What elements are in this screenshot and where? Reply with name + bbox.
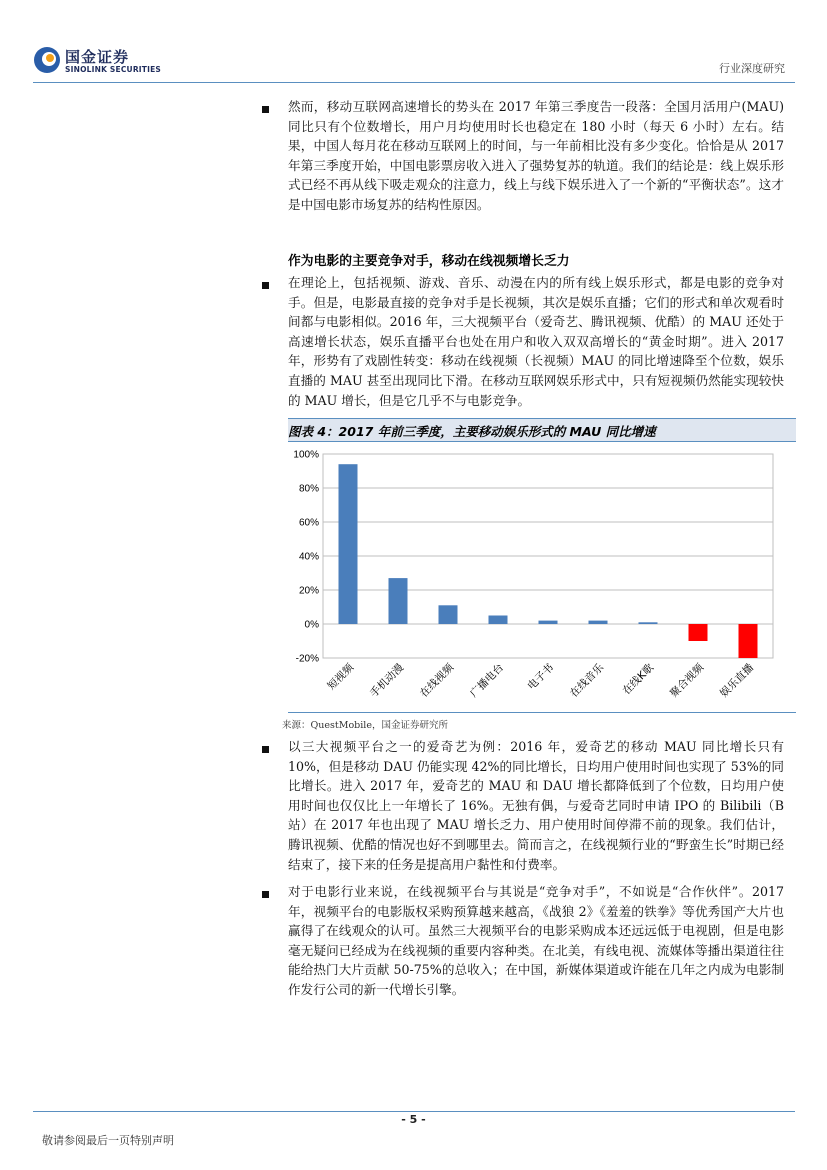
y-tick-label: 80% [298, 483, 319, 495]
x-tick-label: 聚合视频 [667, 661, 707, 700]
company-logo [33, 46, 163, 78]
logo-text-en: SINOLINK SECURITIES [65, 65, 162, 74]
bullet-marker [262, 891, 269, 898]
x-tick-label: 广播电台 [467, 661, 507, 700]
figure-title: 图表 4：2017 年前三季度，主要移动娱乐形式的 MAU 同比增速 [288, 424, 656, 439]
x-tick-label: 在线K歌 [620, 661, 657, 698]
figure-title-bar [288, 418, 796, 442]
bullet-marker [262, 746, 269, 753]
bar [589, 621, 608, 624]
bar [539, 621, 558, 624]
page-number: - 5 - [401, 1113, 426, 1126]
report-type-label: 行业深度研究 [719, 62, 785, 75]
x-tick-label: 手机动漫 [367, 661, 407, 700]
x-tick-label: 在线音乐 [567, 661, 607, 700]
paragraph-mobile-internet: 然而，移动互联网高速增长的势头在 2017 年第三季度告一段落：全国月活用户(MAU)同比只有个位数增长，用户月均使用时长也稳定在 180 小时（每天 6 小时）左右。结果，中国人每月花在移动互联网上的时间，与一年前相比没有多少变化。恰恰是从 2017 年第三季度开始，中国电影票房收入进入了强势复苏的轨道。我们的结论是：线上娱乐形式已经不再从线下吸走观众的注意力，线上与线下娱乐进入了一个新的“平衡状态”。这才是中国电影市场复苏的结构性原因。 [288, 99, 784, 212]
y-tick-label: 40% [298, 551, 319, 563]
bar [739, 624, 758, 658]
disclaimer-text: 敬请参阅最后一页特别声明 [42, 1134, 174, 1147]
mau-growth-chart [288, 442, 796, 712]
chart-svg [288, 442, 796, 712]
x-tick-label: 在线视频 [417, 661, 457, 700]
paragraph-competitors: 在理论上，包括视频、游戏、音乐、动漫在内的所有线上娱乐形式，都是电影的竞争对手。但是，电影最直接的竞争对手是长视频，其次是娱乐直播；它们的形式和单次观看时间都与电影相似。2016 年，三大视频平台（爱奇艺、腾讯视频、优酷）的 MAU 还处于高速增长状态，娱乐直播平台也处在用户和收入双双高增长的“黄金时期”。进入 2017 年，形势有了戏剧性转变：移动在线视频（长视频）MAU 的同比增速降至个位数，娱乐直播的 MAU 甚至出现同比下滑。在移动互联网娱乐形式中，只有短视频仍然能实现较快的 MAU 增长，但是它几乎不与电影竞争。 [288, 275, 784, 408]
bar [639, 622, 658, 624]
page-header [0, 0, 827, 90]
paragraph-partners: 对于电影行业来说，在线视频平台与其说是“竞争对手”，不如说是“合作伙伴”。2017 年，视频平台的电影版权采购预算越来越高，《战狼 2》《羞羞的铁拳》等优秀国产大片也赢得了在线观众的认可。虽然三大视频平台的电影采购成本还远远低于电视剧，但是电影毫无疑问已经成为在线视频的重要内容种类。在北美，有线电视、流媒体等播出渠道往往能给热门大片贡献 50-75%的总收入；在中国，新媒体渠道或许能在几年之内成为电影制作发行公司的新一代增长引擎。 [288, 884, 784, 997]
y-tick-label: -20% [295, 653, 319, 665]
paragraph-iqiyi: 以三大视频平台之一的爱奇艺为例：2016 年，爱奇艺的移动 MAU 同比增长只有 10%，但是移动 DAU 仍能实现 42%的同比增长，日均用户使用时间也实现了 53%的同比增长。进入 2017 年，爱奇艺的 MAU 和 DAU 增长都降低到了个位数，日均用户使用时间也仅仅比上一年增长了 16%。无独有偶，与爱奇艺同时申请 IPO 的 Bilibili（B 站）在 2017 年也出现了 MAU 增长乏力、用户使用时间停滞不前的现象。我们估计，腾讯视频、优酷的情况也好不到哪里去。简而言之，在线视频行业的“野蛮生长”时期已经结束了，接下来的任务是提高用户黏性和付费率。 [288, 739, 784, 872]
footer-divider [33, 1111, 795, 1112]
bar [689, 624, 708, 641]
bar [389, 578, 408, 624]
y-tick-label: 0% [304, 619, 319, 631]
x-tick-label: 短视频 [325, 661, 357, 693]
section-title: 作为电影的主要竞争对手，移动在线视频增长乏力 [288, 254, 570, 269]
y-tick-label: 20% [298, 585, 319, 597]
bar [439, 605, 458, 624]
y-tick-label: 100% [293, 449, 319, 461]
sinolink-logo-icon [33, 46, 61, 74]
x-tick-label: 电子书 [525, 661, 557, 693]
y-tick-label: 60% [298, 517, 319, 529]
bullet-marker [262, 282, 269, 289]
x-tick-label: 娱乐直播 [717, 661, 757, 700]
bar [489, 616, 508, 625]
bullet-marker [262, 106, 269, 113]
chart-divider [288, 712, 796, 713]
header-divider [33, 82, 795, 83]
bar [339, 464, 358, 624]
logo-text-cn: 国金证券 [65, 48, 130, 66]
figure-source: 来源：QuestMobile，国金证券研究所 [282, 720, 448, 731]
